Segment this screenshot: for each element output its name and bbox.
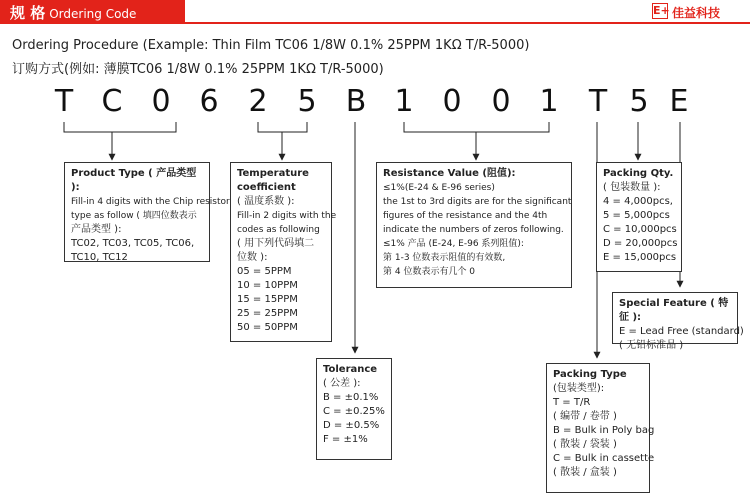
connector-resistance [404,122,549,160]
box-line: ≤1% 产品 (E-24, E-96 系列阻值): [383,239,524,249]
box-title: Special Feature ( 特征 ): [619,298,729,323]
box-line: 第 4 位数表示有几个 0 [383,267,476,277]
box-line: TC02, TC03, TC05, TC06, [71,238,195,249]
code-char: 0 [491,84,511,119]
tolerance-box [316,358,392,460]
header-title-en: Ordering Code [49,7,137,21]
code-char: T [54,84,74,119]
box-line: ( 散装 / 盒装 ) [553,467,617,478]
box-line: 25 = 25PPM [237,308,298,319]
box-line: Fill-in 4 digits with the Chip resistor [71,197,230,207]
code-char: 0 [442,84,462,119]
brand-name: 佳益科技 [672,6,721,20]
box-line: E = Lead Free (standard) [619,326,744,337]
box-title: Temperature coefficient [237,168,309,193]
box-line: T = T/R [553,397,591,408]
code-char: 5 [297,84,317,119]
code-char: 0 [151,84,171,119]
box-line: ( 公差 ): [323,378,361,389]
box-line: 50 = 50PPM [237,322,298,333]
box-line: 5 = 5,000pcs [603,210,670,221]
box-line: F = ±1% [323,434,368,445]
box-line: 4 = 4,000pcs, [603,196,673,207]
box-line: C = 10,000pcs [603,224,677,235]
box-line: figures of the resistance and the 4th [383,211,548,221]
header-title-cn: 规 格 [10,4,46,22]
connector-temperature [258,122,307,160]
box-line: B = Bulk in Poly bag [553,425,655,436]
code-char: B [345,84,367,119]
box-line: ( 用下列代码填二 [237,238,315,249]
procedure-en: Ordering Procedure (Example: Thin Film TC06 1/8W 0.1% 25PPM 1KΩ T/R-5000) [12,38,530,53]
box-line: ( 无铅标准品 ) [619,340,684,351]
code-char: 1 [394,84,414,119]
box-line: ≤1%(E-24 & E-96 series) [383,183,495,193]
box-line: E = 15,000pcs [603,252,677,263]
box-line: codes as following [237,225,320,235]
box-line: TC10, TC12 [71,252,128,263]
box-title: Tolerance [323,364,378,375]
box-line: (包装类型): [553,383,605,394]
box-line: Fill-in 2 digits with the [237,211,337,221]
box-line: indicate the numbers of zeros following. [383,225,564,235]
box-title: Product Type ( 产品类型 ): [71,168,197,193]
box-line: C = Bulk in cassette [553,453,655,464]
special-feature-box [612,292,744,351]
box-line: ( 包装数量 ): [603,182,661,193]
connector-product-type [64,122,176,160]
box-line: the 1st to 3rd digits are for the significant [383,197,572,207]
temperature-box [230,162,337,342]
box-line: ( 编带 / 卷带 ) [553,411,617,422]
box-line: ( 温度系数 ): [237,196,295,207]
box-line: 10 = 10PPM [237,280,298,291]
box-line: 产品类型 ): [71,224,122,235]
box-line: type as follow ( 填四位数表示 [71,211,197,221]
code-char: 1 [539,84,559,119]
code-char: 5 [629,84,649,119]
box-title: Packing Qty. [603,168,674,179]
box-line: ( 散装 / 袋装 ) [553,439,617,450]
box-title: Resistance Value (阻值): [383,168,516,179]
box-title: Packing Type [553,369,627,380]
box-line: 05 = 5PPM [237,266,292,277]
box-line: D = 20,000pcs [603,238,678,249]
box-line: 15 = 15PPM [237,294,298,305]
product-type-box [64,162,230,263]
packing-type-box [546,363,655,493]
code-char: 6 [199,84,219,119]
code-char: E [669,84,689,119]
box-line: 第 1-3 位数表示阻值的有效数, [383,253,506,263]
box-line: C = ±0.25% [323,406,385,417]
brand-logo-icon: E+ [653,4,670,17]
box-line: 位数 ): [237,252,268,263]
code-char: 2 [248,84,268,119]
box-line: D = ±0.5% [323,420,380,431]
packing-qty-box [596,162,682,272]
code-char: T [588,84,608,119]
code-char: C [101,84,123,119]
box-line: B = ±0.1% [323,392,379,403]
procedure-cn: 订购方式(例如: 薄膜TC06 1/8W 0.1% 25PPM 1KΩ T/R-5000) [12,62,384,77]
resistance-box [376,162,572,288]
